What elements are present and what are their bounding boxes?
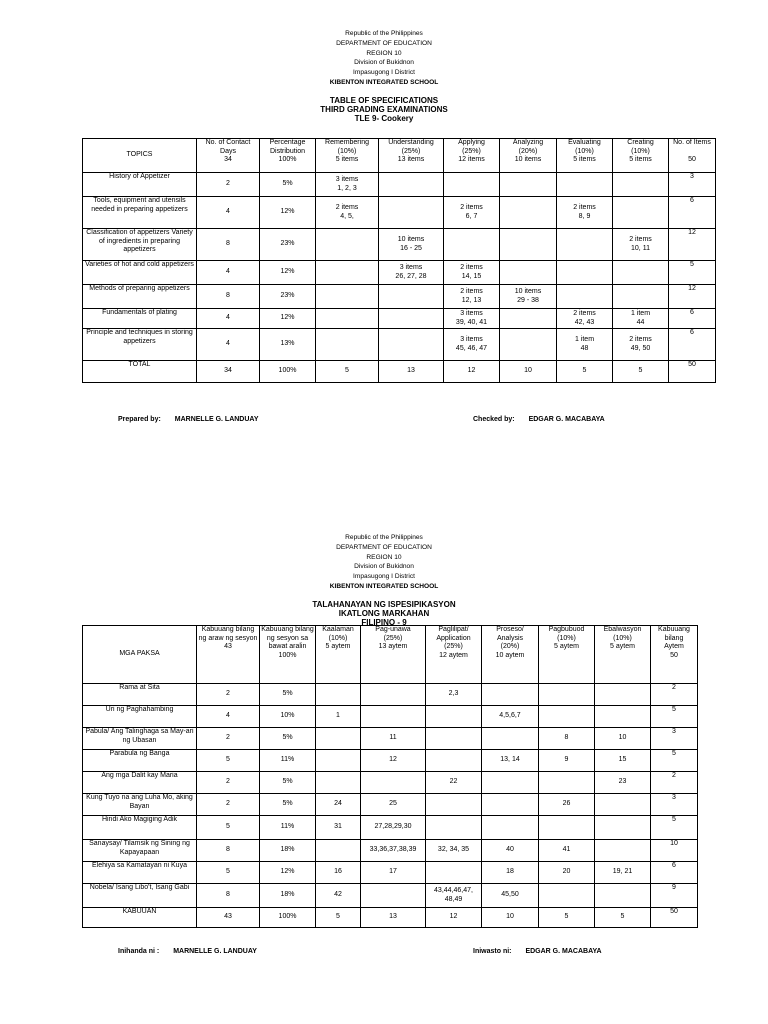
- table-row: [83, 684, 698, 706]
- prepared-label: Prepared by:: [118, 416, 161, 423]
- value-cell: 31: [316, 816, 361, 840]
- value-cell: [613, 173, 669, 197]
- value-cell: 9: [651, 884, 698, 908]
- value-cell: 16: [316, 862, 361, 884]
- value-cell: [426, 862, 482, 884]
- value-cell: [379, 197, 444, 229]
- table-row: [83, 750, 698, 772]
- topic-cell: Elehiya sa Kamatayan ni Kuya: [83, 862, 197, 884]
- document-title: [0, 96, 768, 124]
- header-line: Division of Bukidnon: [354, 563, 414, 571]
- value-cell: [613, 261, 669, 285]
- value-cell: 3: [651, 794, 698, 816]
- total-row: [83, 908, 698, 928]
- table-row: [83, 840, 698, 862]
- topic-cell: Fundamentals of plating: [83, 309, 197, 329]
- value-cell: [482, 816, 539, 840]
- value-cell: 10: [500, 361, 557, 383]
- value-cell: 6: [651, 862, 698, 884]
- value-cell: 11%: [260, 816, 316, 840]
- value-cell: [557, 261, 613, 285]
- value-cell: [316, 750, 361, 772]
- value-cell: 12: [444, 361, 500, 383]
- value-cell: 13%: [260, 329, 316, 361]
- value-cell: [482, 728, 539, 750]
- title-line: THIRD GRADING EXAMINATIONS: [320, 104, 448, 114]
- value-cell: 5%: [260, 728, 316, 750]
- header-line: DEPARTMENT OF EDUCATION: [336, 543, 432, 551]
- value-cell: 12: [669, 229, 716, 261]
- value-cell: [557, 285, 613, 309]
- value-cell: [613, 197, 669, 229]
- column-header: Evaluating (10%) 5 items: [557, 139, 613, 173]
- value-cell: 1 item 48: [557, 329, 613, 361]
- column-header: No. of Items 50: [669, 139, 716, 173]
- value-cell: 10: [482, 908, 539, 928]
- value-cell: 27,28,29,30: [361, 816, 426, 840]
- value-cell: 13: [379, 361, 444, 383]
- header-line: Impasugong I District: [353, 69, 415, 77]
- value-cell: 13: [361, 908, 426, 928]
- topic-cell: Classification of appetizers Variety of ingredients in preparing appetizers: [83, 229, 197, 261]
- value-cell: [316, 728, 361, 750]
- table-row: [83, 706, 698, 728]
- value-cell: 5%: [260, 684, 316, 706]
- checked-label: Checked by:: [473, 416, 515, 423]
- value-cell: 22: [426, 772, 482, 794]
- value-cell: 10 items 29 - 38: [500, 285, 557, 309]
- value-cell: [482, 772, 539, 794]
- column-header: Pagbubuod (10%) 5 aytem: [539, 626, 595, 684]
- checked-by: [473, 948, 602, 955]
- value-cell: 26: [539, 794, 595, 816]
- value-cell: 5: [316, 361, 379, 383]
- value-cell: 20: [539, 862, 595, 884]
- value-cell: 43,44,46,47, 48,49: [426, 884, 482, 908]
- document-title: [0, 600, 768, 628]
- school-name: KIBENTON INTEGRATED SCHOOL: [329, 78, 439, 86]
- value-cell: 12%: [260, 862, 316, 884]
- value-cell: 10: [651, 840, 698, 862]
- value-cell: 50: [669, 361, 716, 383]
- value-cell: [361, 706, 426, 728]
- title-line: FILIPINO - 9: [361, 618, 407, 628]
- value-cell: 45,50: [482, 884, 539, 908]
- total-row: [83, 361, 716, 383]
- value-cell: 5: [613, 361, 669, 383]
- tos-sheet-cookery: [0, 0, 768, 123]
- value-cell: 2 items 10, 11: [613, 229, 669, 261]
- column-header: Creating (10%) 5 items: [613, 139, 669, 173]
- value-cell: 2: [197, 684, 260, 706]
- topic-cell: Rama at Sita: [83, 684, 197, 706]
- value-cell: 23%: [260, 229, 316, 261]
- column-header: Proseso/ Analysis (20%) 10 aytem: [482, 626, 539, 684]
- column-header: Applying (25%) 12 items: [444, 139, 500, 173]
- column-header: Pag-unawa (25%) 13 aytem: [361, 626, 426, 684]
- value-cell: 2 items 12, 13: [444, 285, 500, 309]
- specification-table-filipino: [82, 625, 698, 928]
- prepared-name: MARNELLE G. LANDUAY: [174, 416, 259, 423]
- value-cell: 11: [361, 728, 426, 750]
- title-line: IKATLONG MARKAHAN: [338, 608, 430, 618]
- checked-by: [473, 416, 605, 423]
- value-cell: 18%: [260, 840, 316, 862]
- value-cell: 41: [539, 840, 595, 862]
- value-cell: 10%: [260, 706, 316, 728]
- value-cell: 1: [316, 706, 361, 728]
- value-cell: 8: [539, 728, 595, 750]
- topic-cell: History of Appetizer: [83, 173, 197, 197]
- title-line: TALAHANAYAN NG ISPESIPIKASYON: [312, 599, 456, 609]
- topic-cell: Pabula/ Ang Talinghaga sa May-ari ng Ubasan: [83, 728, 197, 750]
- value-cell: 17: [361, 862, 426, 884]
- value-cell: [500, 229, 557, 261]
- value-cell: [361, 684, 426, 706]
- topic-cell: Tools, equipment and utensils needed in preparing appetizers: [83, 197, 197, 229]
- header-line: DEPARTMENT OF EDUCATION: [336, 39, 432, 47]
- value-cell: 5%: [260, 772, 316, 794]
- value-cell: 9: [539, 750, 595, 772]
- table-row: [83, 794, 698, 816]
- value-cell: 2 items 42, 43: [557, 309, 613, 329]
- value-cell: 8: [197, 229, 260, 261]
- value-cell: 5: [539, 908, 595, 928]
- value-cell: 1 item 44: [613, 309, 669, 329]
- value-cell: [426, 706, 482, 728]
- table-row: [83, 261, 716, 285]
- value-cell: [500, 261, 557, 285]
- value-cell: [595, 816, 651, 840]
- value-cell: [557, 173, 613, 197]
- header-line: Impasugong I District: [353, 573, 415, 581]
- value-cell: 4,5,6,7: [482, 706, 539, 728]
- value-cell: [500, 173, 557, 197]
- value-cell: 12: [426, 908, 482, 928]
- value-cell: 2 items 6, 7: [444, 197, 500, 229]
- agency-header: [0, 0, 768, 88]
- value-cell: [316, 684, 361, 706]
- value-cell: [379, 173, 444, 197]
- value-cell: 4: [197, 706, 260, 728]
- value-cell: 3: [651, 728, 698, 750]
- value-cell: [595, 706, 651, 728]
- value-cell: [595, 794, 651, 816]
- value-cell: 43: [197, 908, 260, 928]
- checked-label: Iniwasto ni:: [473, 948, 512, 955]
- table-row: [83, 197, 716, 229]
- value-cell: [316, 309, 379, 329]
- topic-cell: Kung Tuyo na ang Luha Mo, aking Bayan: [83, 794, 197, 816]
- value-cell: 6: [669, 197, 716, 229]
- prepared-name: MARNELLE G. LANDUAY: [173, 948, 257, 955]
- specification-table-cookery: [82, 138, 716, 383]
- prepared-by: [118, 948, 257, 955]
- value-cell: 5: [595, 908, 651, 928]
- value-cell: 4: [197, 197, 260, 229]
- value-cell: 3: [669, 173, 716, 197]
- value-cell: 5: [197, 862, 260, 884]
- table-row: [83, 862, 698, 884]
- value-cell: [539, 816, 595, 840]
- value-cell: 2 items 49, 50: [613, 329, 669, 361]
- value-cell: 18%: [260, 884, 316, 908]
- value-cell: 23: [595, 772, 651, 794]
- value-cell: 4: [197, 309, 260, 329]
- column-header: Kabuuang bilang Aytem 50: [651, 626, 698, 684]
- value-cell: 3 items 45, 46, 47: [444, 329, 500, 361]
- value-cell: [379, 309, 444, 329]
- value-cell: 10 items 16 - 25: [379, 229, 444, 261]
- header-line: REGION 10: [366, 553, 402, 561]
- value-cell: [557, 229, 613, 261]
- table-row: [83, 229, 716, 261]
- table-row: [83, 728, 698, 750]
- value-cell: 33,36,37,38,39: [361, 840, 426, 862]
- value-cell: 3 items 39, 40, 41: [444, 309, 500, 329]
- value-cell: 5%: [260, 794, 316, 816]
- value-cell: [539, 706, 595, 728]
- topic-cell: Uri ng Paghahambing: [83, 706, 197, 728]
- header-line: Republic of the Philippines: [345, 534, 423, 541]
- column-header: No. of Contact Days 34: [197, 139, 260, 173]
- value-cell: [482, 684, 539, 706]
- value-cell: 2: [651, 772, 698, 794]
- checked-name: EDGAR G. MACABAYA: [525, 948, 602, 955]
- value-cell: [426, 750, 482, 772]
- column-header: Kabuuang bilang ng araw ng sesyon 43: [197, 626, 260, 684]
- table-row: [83, 884, 698, 908]
- value-cell: 2: [197, 794, 260, 816]
- table-row: [83, 329, 716, 361]
- value-cell: [482, 794, 539, 816]
- value-cell: 10: [595, 728, 651, 750]
- value-cell: [539, 884, 595, 908]
- topic-cell: Ang mga Dalit kay Maria: [83, 772, 197, 794]
- value-cell: 2: [651, 684, 698, 706]
- value-cell: 3 items 1, 2, 3: [316, 173, 379, 197]
- table-row: [83, 173, 716, 197]
- topic-cell: Principle and techniques in storing appetizers: [83, 329, 197, 361]
- school-name: KIBENTON INTEGRATED SCHOOL: [329, 582, 439, 590]
- value-cell: 5: [316, 908, 361, 928]
- value-cell: 12%: [260, 261, 316, 285]
- value-cell: 18: [482, 862, 539, 884]
- value-cell: [426, 816, 482, 840]
- value-cell: 5: [197, 816, 260, 840]
- title-line: TLE 9- Cookery: [354, 114, 414, 124]
- column-header: Kaalaman (10%) 5 aytem: [316, 626, 361, 684]
- value-cell: 50: [651, 908, 698, 928]
- topic-cell: Nobela/ Isang Libo't, Isang Gabi: [83, 884, 197, 908]
- column-header: Remembering (10%) 5 items: [316, 139, 379, 173]
- value-cell: [595, 884, 651, 908]
- value-cell: [316, 772, 361, 794]
- value-cell: 25: [361, 794, 426, 816]
- value-cell: [316, 261, 379, 285]
- value-cell: [595, 840, 651, 862]
- value-cell: [444, 173, 500, 197]
- value-cell: 2,3: [426, 684, 482, 706]
- value-cell: 12: [361, 750, 426, 772]
- value-cell: 4: [197, 261, 260, 285]
- value-cell: 12%: [260, 309, 316, 329]
- header-line: Division of Bukidnon: [354, 59, 414, 67]
- value-cell: 6: [669, 329, 716, 361]
- prepared-label: Inihanda ni :: [118, 948, 160, 955]
- value-cell: 15: [595, 750, 651, 772]
- column-header: Understanding (25%) 13 items: [379, 139, 444, 173]
- header-line: REGION 10: [366, 49, 402, 57]
- value-cell: 8: [197, 884, 260, 908]
- column-header: Ebalwasyon (10%) 5 aytem: [595, 626, 651, 684]
- value-cell: [500, 197, 557, 229]
- topic-cell: Sanaysay/ Tilamsik ng Sining ng Kapayapaan: [83, 840, 197, 862]
- value-cell: [539, 772, 595, 794]
- value-cell: 42: [316, 884, 361, 908]
- value-cell: [316, 285, 379, 309]
- value-cell: [444, 229, 500, 261]
- column-header: Kabuuang bilang ng sesyon sa bawat aralin 100%: [260, 626, 316, 684]
- column-header: TOPICS: [83, 139, 197, 173]
- value-cell: 2 items 4, 5,: [316, 197, 379, 229]
- value-cell: [361, 884, 426, 908]
- value-cell: [379, 329, 444, 361]
- header-line: Republic of the Philippines: [345, 30, 423, 37]
- value-cell: 5: [669, 261, 716, 285]
- prepared-by: [118, 416, 259, 423]
- value-cell: 2 items 8, 9: [557, 197, 613, 229]
- agency-header: [0, 528, 768, 592]
- value-cell: [426, 794, 482, 816]
- value-cell: 5: [651, 816, 698, 840]
- value-cell: [316, 840, 361, 862]
- value-cell: 32, 34, 35: [426, 840, 482, 862]
- checked-name: EDGAR G. MACABAYA: [528, 416, 605, 423]
- value-cell: [595, 684, 651, 706]
- value-cell: 2 items 14, 15: [444, 261, 500, 285]
- value-cell: 11%: [260, 750, 316, 772]
- value-cell: 2: [197, 772, 260, 794]
- topic-cell: Methods of preparing appetizers: [83, 285, 197, 309]
- topic-cell: TOTAL: [83, 361, 197, 383]
- topic-cell: Varieties of hot and cold appetizers: [83, 261, 197, 285]
- value-cell: 100%: [260, 361, 316, 383]
- table-row: [83, 816, 698, 840]
- value-cell: 19, 21: [595, 862, 651, 884]
- table-row: [83, 772, 698, 794]
- value-cell: 6: [669, 309, 716, 329]
- value-cell: 12: [669, 285, 716, 309]
- value-cell: [613, 285, 669, 309]
- column-header: Analyzing (20%) 10 items: [500, 139, 557, 173]
- value-cell: 12%: [260, 197, 316, 229]
- column-header: MGA PAKSA: [83, 626, 197, 684]
- value-cell: 23%: [260, 285, 316, 309]
- value-cell: [426, 728, 482, 750]
- value-cell: [361, 772, 426, 794]
- value-cell: 100%: [260, 908, 316, 928]
- topic-cell: KABUUAN: [83, 908, 197, 928]
- value-cell: 5: [651, 750, 698, 772]
- value-cell: [316, 229, 379, 261]
- value-cell: [500, 309, 557, 329]
- tos-sheet-filipino: [0, 528, 768, 627]
- table-row: [83, 285, 716, 309]
- value-cell: 2: [197, 173, 260, 197]
- column-header: Paglilipat/ Application (25%) 12 aytem: [426, 626, 482, 684]
- topic-cell: Hindi Ako Magiging Adik: [83, 816, 197, 840]
- value-cell: 40: [482, 840, 539, 862]
- value-cell: 3 items 26, 27, 28: [379, 261, 444, 285]
- value-cell: [500, 329, 557, 361]
- value-cell: [379, 285, 444, 309]
- value-cell: [316, 329, 379, 361]
- title-line: TABLE OF SPECIFICATIONS: [329, 95, 439, 105]
- value-cell: 13, 14: [482, 750, 539, 772]
- value-cell: 8: [197, 285, 260, 309]
- value-cell: 5: [197, 750, 260, 772]
- value-cell: 34: [197, 361, 260, 383]
- value-cell: [539, 684, 595, 706]
- column-header: Percentage Distribution 100%: [260, 139, 316, 173]
- value-cell: 8: [197, 840, 260, 862]
- value-cell: 5: [557, 361, 613, 383]
- value-cell: 24: [316, 794, 361, 816]
- topic-cell: Parabula ng Banga: [83, 750, 197, 772]
- value-cell: 4: [197, 329, 260, 361]
- value-cell: 2: [197, 728, 260, 750]
- value-cell: 5%: [260, 173, 316, 197]
- value-cell: 5: [651, 706, 698, 728]
- table-row: [83, 309, 716, 329]
